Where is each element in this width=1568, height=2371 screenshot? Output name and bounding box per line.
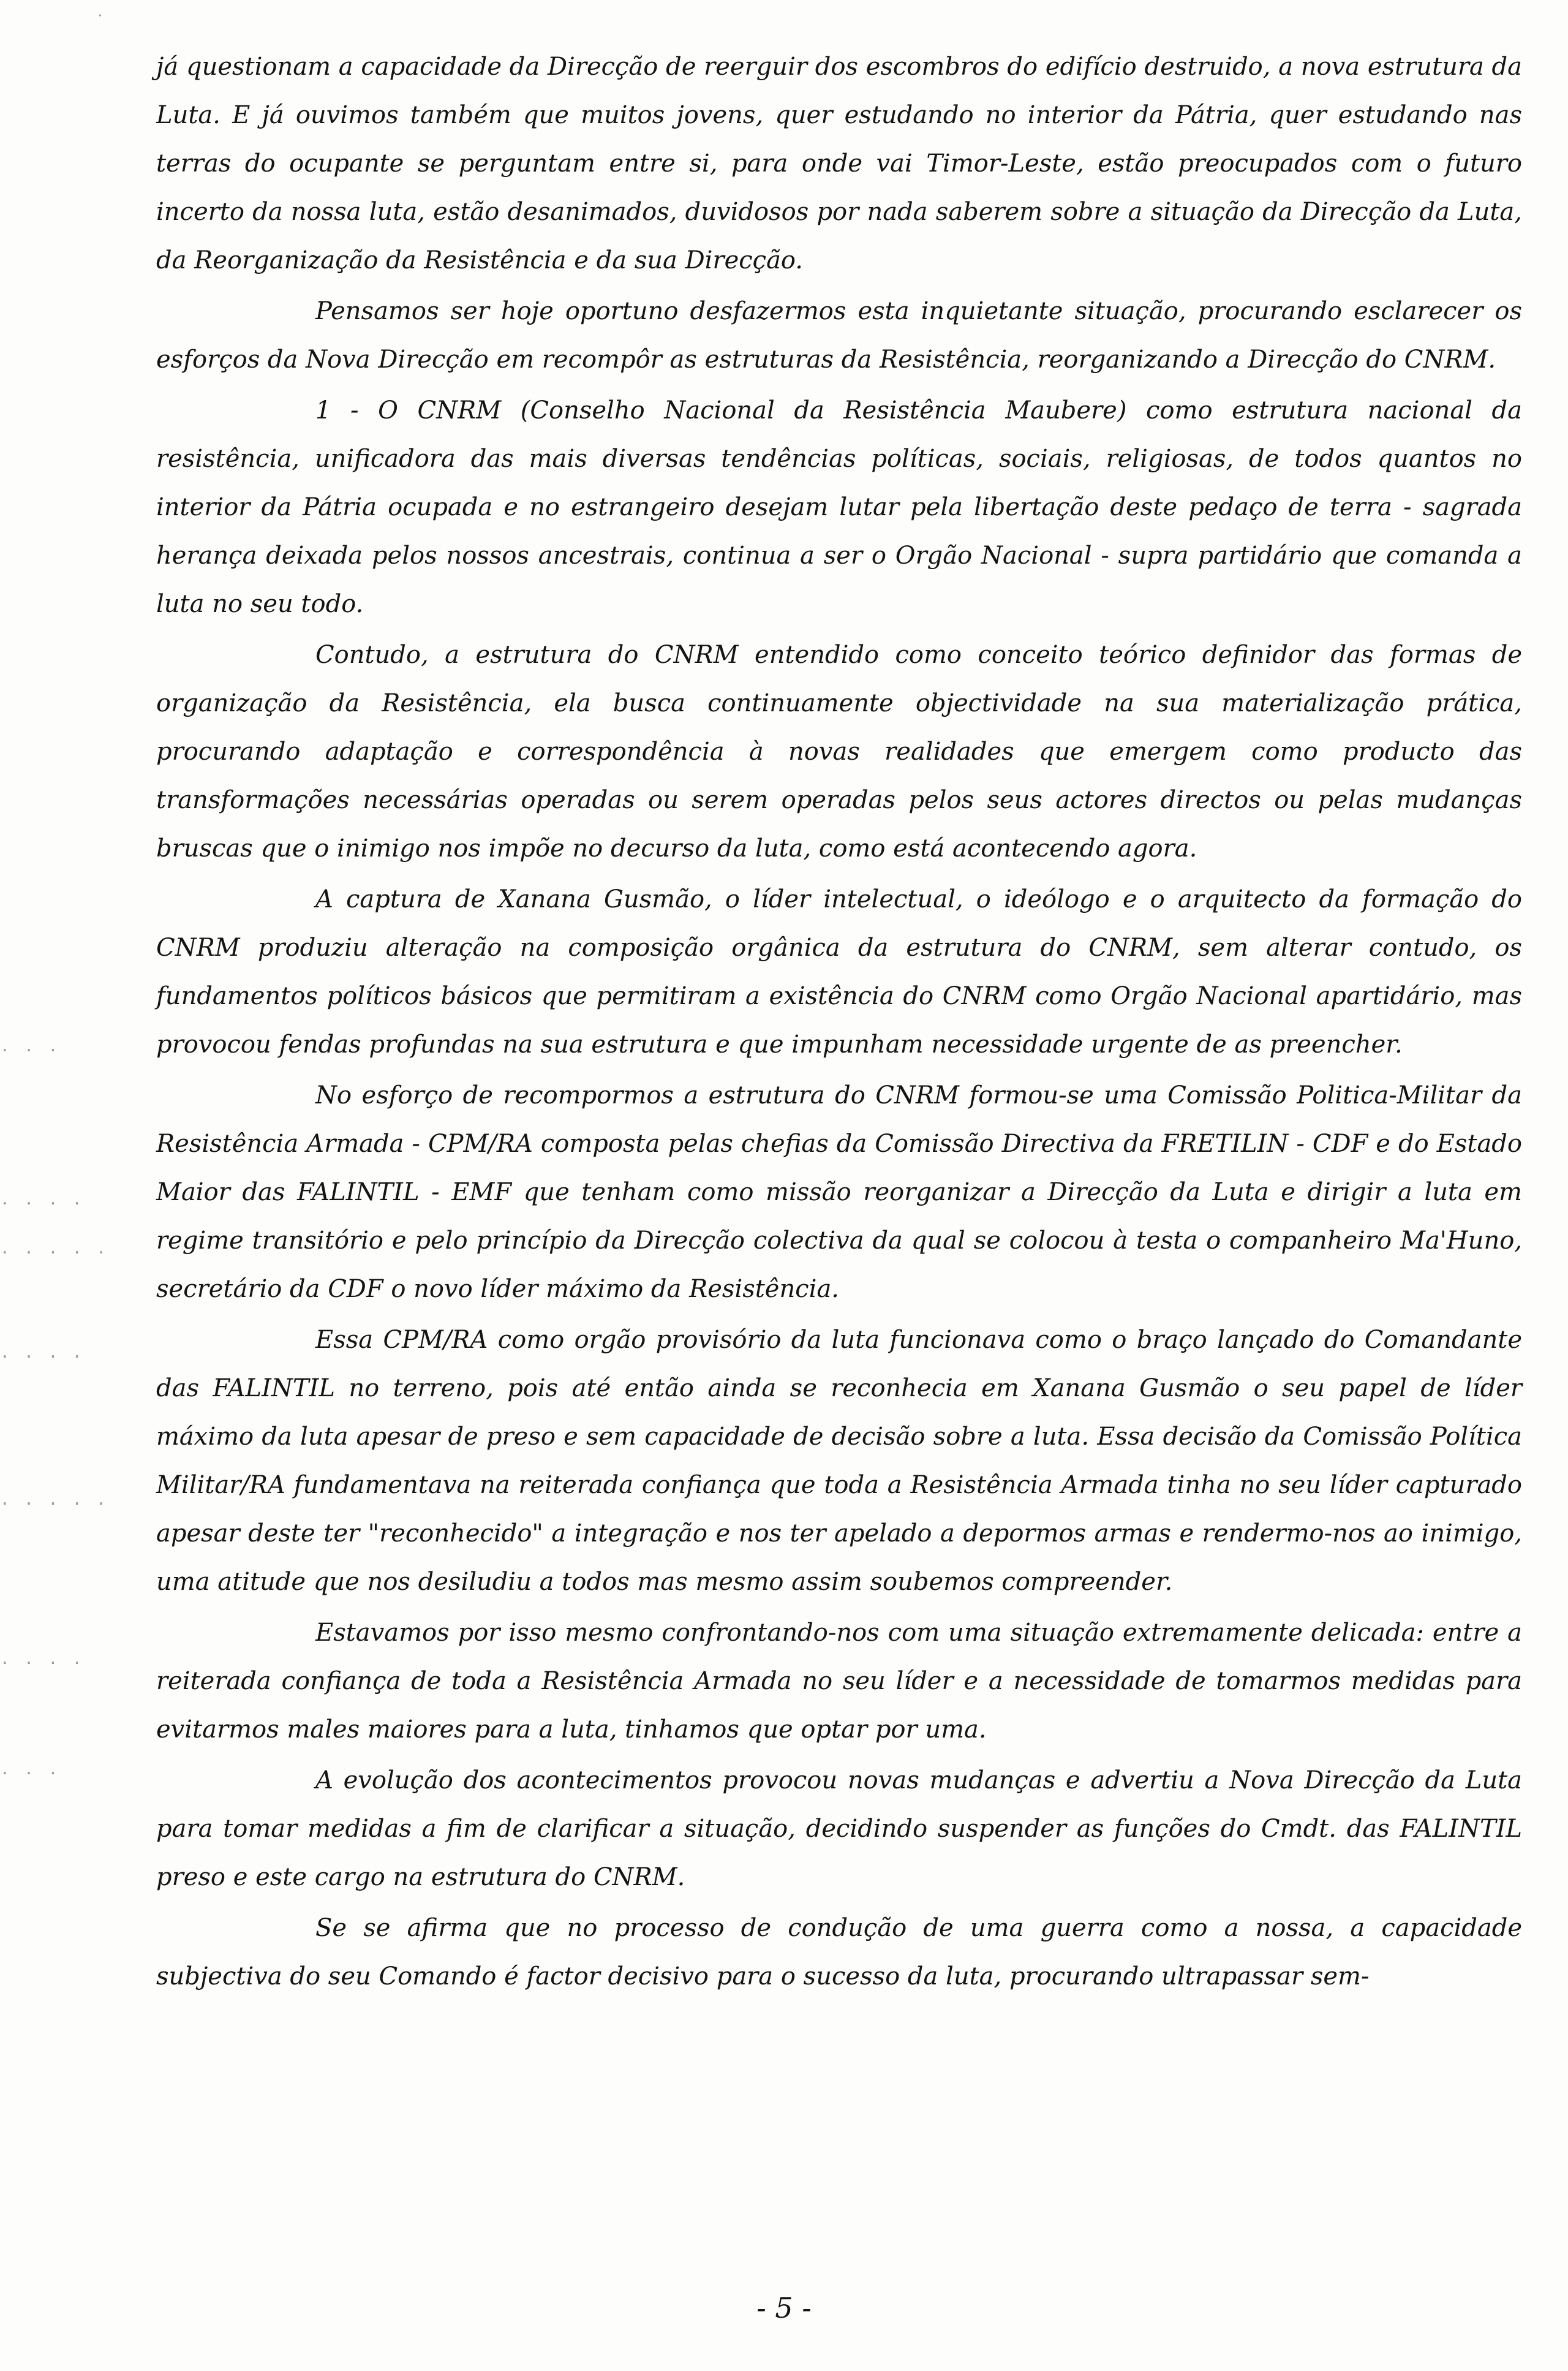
scan-artifact: · · · · xyxy=(0,1654,85,1673)
left-margin-scan-marks xyxy=(0,0,108,2371)
scan-artifact: · · · · · xyxy=(0,1244,108,1262)
paragraph: Se se afirma que no processo de condução de uma guerra como a nossa, a capacidade subjectiva do seu Comando é factor decisivo para o sucesso da luta, procurando ultrapassar sem- xyxy=(156,1914,1522,1991)
scan-artifact: · · · xyxy=(0,1764,61,1783)
scan-artifact: · · · · xyxy=(0,1195,85,1213)
paragraph: No esforço de recompormos a estrutura do CNRM formou-se uma Comissão Politica-Militar da Resistência Armada - CPM/RA composta pelas chefias da Comissão Directiva da FRETILIN - CDF e do Estado Maior das FALINTIL - EMF que tenham como missão reorganizar a Direcção da Luta e dirigir a luta em regime transitório e pelo princípio da Direcção colectiva da qual se colocou à testa o companheiro Ma'Huno, secretário da CDF o novo líder máximo da Resistência. xyxy=(156,1081,1522,1303)
paragraph: Essa CPM/RA como orgão provisório da luta funcionava como o braço lançado do Comandante das FALINTIL no terreno, pois até então ainda se reconhecia em Xanana Gusmão o seu papel de líder máximo da luta apesar de preso e sem capacidade de decisão sobre a luta. Essa decisão da Comissão Política Militar/RA fundamentava na reiterada confiança que toda a Resistência Armada tinha no seu líder capturado apesar deste ter "reconhecido" a integração e nos ter apelado a depormos armas e rendermo-nos ao inimigo, uma atitude que nos desiludiu a todos mas mesmo assim soubemos compreender. xyxy=(156,1326,1522,1596)
paragraph: A evolução dos acontecimentos provocou novas mudanças e advertiu a Nova Direcção da Luta para tomar medidas a fim de clarificar a situação, decidindo suspender as funções do Cmdt. das FALINTIL preso e este cargo na estrutura do CNRM. xyxy=(156,1766,1522,1891)
paragraph: Contudo, a estrutura do CNRM entendido como conceito teórico definidor das formas de organização da Resistência, ela busca continuamente objectividade na sua materialização prática, procurando adaptação e correspondência à novas realidades que emergem como producto das transformações necessárias operadas ou serem operadas pelos seus actores directos ou pelas mudanças bruscas que o inimigo nos impõe no decurso da luta, como está acontecendo agora. xyxy=(156,641,1522,863)
paragraph: 1 - O CNRM (Conselho Nacional da Resistência Maubere) como estrutura nacional da resistência, unificadora das mais diversas tendências políticas, sociais, religiosas, de todos quantos no interior da Pátria ocupada e no estrangeiro desejam lutar pela libertação deste pedaço de terra - sagrada herança deixada pelos nossos ancestrais, continua a ser o Orgão Nacional - supra partidário que comanda a luta no seu todo. xyxy=(156,396,1522,618)
scan-artifact: · · · · xyxy=(0,1348,85,1366)
paragraph: Pensamos ser hoje oportuno desfazermos esta inquietante situação, procurando esclarecer os esforços da Nova Direcção em recompôr as estruturas da Resistência, reorganizando a Direcção do CNRM. xyxy=(156,297,1522,374)
scan-artifact: · · · · · xyxy=(0,1495,108,1513)
paragraph: Estavamos por isso mesmo confrontando-nos com uma situação extremamente delicada: entre a reiterada confiança de toda a Resistência Armada no seu líder e a necessidade de tomarmos medidas para evitarmos males maiores para a luta, tinhamos que optar por uma. xyxy=(156,1619,1522,1744)
page-number: - 5 - xyxy=(756,2291,812,2324)
paragraph: A captura de Xanana Gusmão, o líder intelectual, o ideólogo e o arquitecto da formação do CNRM produziu alteração na composição orgânica da estrutura do CNRM, sem alterar contudo, os fundamentos políticos básicos que permitiram a existência do CNRM como Orgão Nacional apartidário, mas provocou fendas profundas na sua estrutura e que impunham necessidade urgente de as preencher. xyxy=(156,885,1522,1059)
scan-artifact: · · · xyxy=(0,1042,61,1060)
handwritten-body xyxy=(156,43,1522,2001)
paragraph: já questionam a capacidade da Direcção de reerguir dos escombros do edifício destruido, a nova estrutura da Luta. E já ouvimos também que muitos jovens, quer estudando no interior da Pátria, quer estudando nas terras do ocupante se perguntam entre si, para onde vai Timor-Leste, estão preocupados com o futuro incerto da nossa luta, estão desanimados, duvidosos por nada saberem sobre a situação da Direcção da Luta, da Reorganização da Resistência e da sua Direcção. xyxy=(156,53,1522,274)
scan-artifact: · xyxy=(98,9,102,24)
